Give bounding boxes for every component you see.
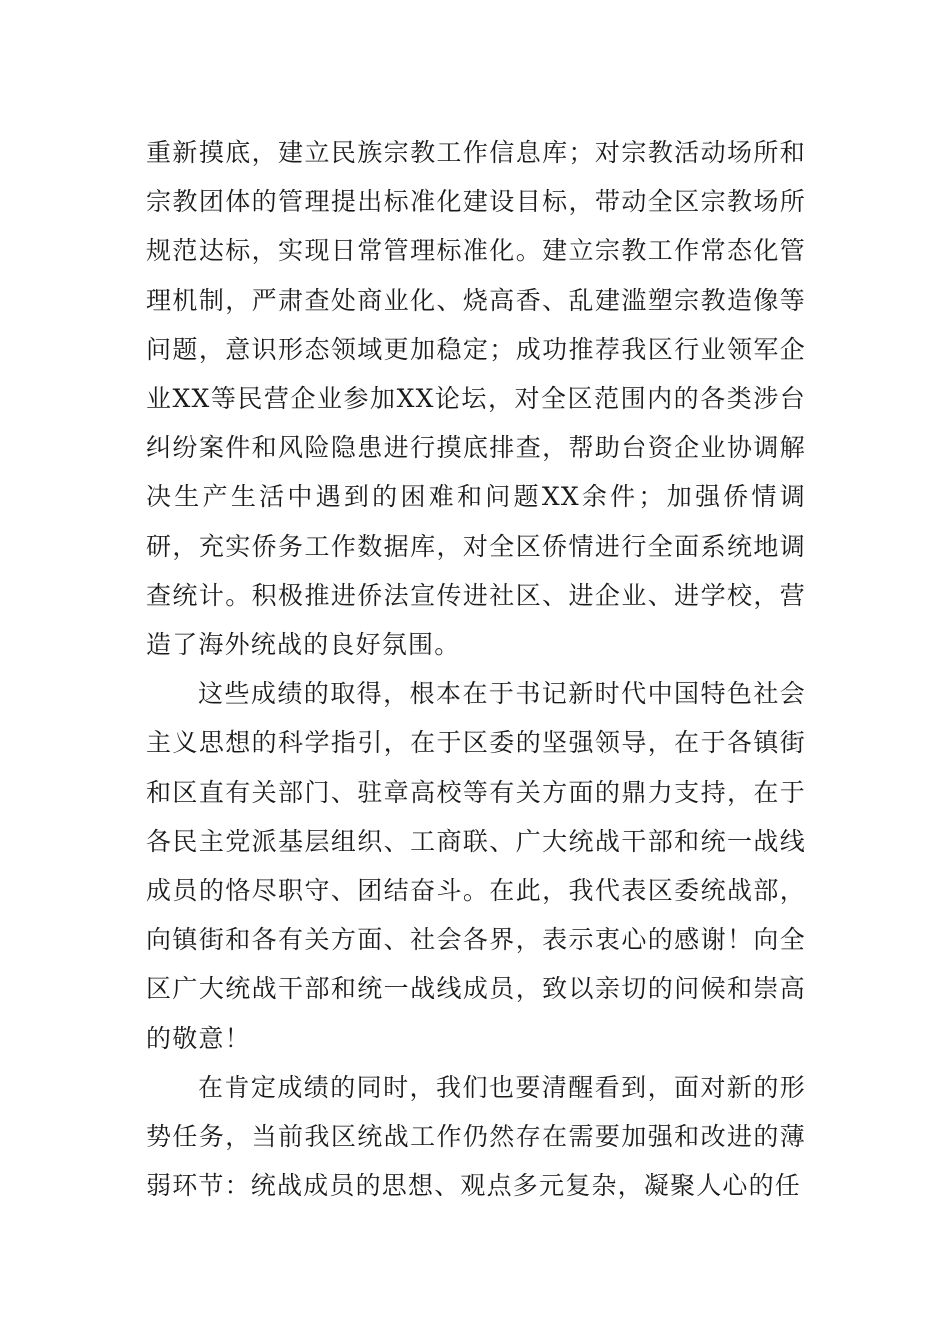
paragraph-shortcomings: 在肯定成绩的同时，我们也要清醒看到，面对新的形势任务，当前我区统战工作仍然存在需要加强和改进的薄弱环节：统战成员的思想、观点多元复杂，凝聚人心的任 (146, 1072, 806, 1201)
paragraph-religious-work: 重新摸底，建立民族宗教工作信息库；对宗教活动场所和宗教团体的管理提出标准化建设目标，带动全区宗教场所规范达标，实现日常管理标准化。建立宗教工作常态化管理机制，严肃查处商业化、烧高香、乱建滥塑宗教造像等问题，意识形态领域更加稳定；成功推荐我区行业领军企业XX等民营企业参加XX论坛，对全区范围内的各类涉台纠纷案件和风险隐患进行摸底排查，帮助台资企业协调解决生产生活中遇到的困难和问题XX余件；加强侨情调研，充实侨务工作数据库，对全区侨情进行全面系统地调查统计。积极推进侨法宣传进社区、进企业、进学校，营造了海外统战的良好氛围。 (146, 138, 806, 660)
document-page (146, 128, 806, 1210)
paragraph-achievements-thanks: 这些成绩的取得，根本在于书记新时代中国特色社会主义思想的科学指引，在于区委的坚强领导，在于各镇街和区直有关部门、驻章高校等有关方面的鼎力支持，在于各民主党派基层组织、工商联、广大统战干部和统一战线成员的恪尽职守、团结奋斗。在此，我代表区委统战部，向镇街和各有关方面、社会各界，表示衷心的感谢！向全区广大统战干部和统一战线成员，致以亲切的问候和崇高的敬意！ (146, 679, 806, 1053)
